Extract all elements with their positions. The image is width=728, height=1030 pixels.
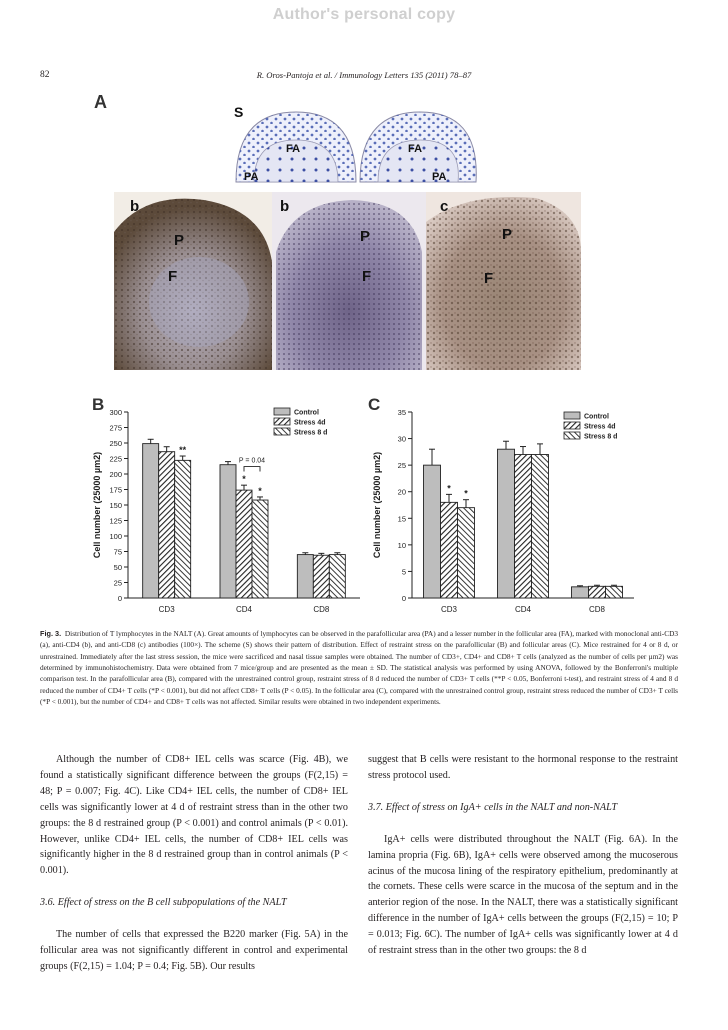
panel-label: B [92,395,105,414]
micrograph-label-b1: b [130,198,140,215]
legend-label: Stress 4d [294,419,326,427]
significance-mark: * [447,483,451,494]
legend-swatch [274,408,290,415]
micrograph-label-c: c [440,198,449,215]
region-p-label-3: P [502,226,513,243]
y-tick-label: 150 [109,501,122,510]
bar [236,490,252,598]
bar [175,460,191,598]
legend-label: Control [584,413,609,421]
scheme-pa-label-1: PA [244,171,259,183]
region-f-label-1: F [168,268,178,285]
bar [606,586,623,598]
bar [572,587,589,598]
bar [532,455,549,598]
region-p-label-2: P [360,228,371,245]
p-bracket [244,467,260,472]
bar [252,500,268,598]
scheme-pa-label-2: PA [432,171,447,183]
bar [441,502,458,598]
y-tick-label: 30 [397,434,406,444]
y-tick-label: 5 [401,567,406,577]
scheme-fa-label-1: FA [286,143,301,155]
bar [424,465,441,598]
legend-label: Stress 8 d [584,433,618,441]
bar [297,555,313,598]
y-tick-label: 25 [113,578,122,588]
y-tick-label: 25 [397,461,406,471]
y-tick-label: 35 [397,408,406,417]
bar [159,452,175,598]
x-tick-label: CD4 [235,605,253,614]
micrograph-label-b2: b [280,198,290,215]
legend-swatch [274,418,290,425]
body-left-column [40,752,348,975]
micrograph-cd8 [426,192,581,370]
significance-mark: * [258,485,262,496]
chart-c [366,394,640,622]
significance-mark: ** [179,445,187,456]
y-tick-label: 75 [113,547,122,557]
running-head: R. Oros-Pantoja et al. / Immunology Letters 135 (2011) 78–87 [256,70,472,80]
bar [220,465,236,598]
paragraph: suggest that B cells were resistant to the hormonal response to the restraint stress protocol used. [368,754,678,781]
watermark: Author's personal copy [272,6,456,23]
significance-mark: * [242,474,246,485]
legend-swatch [564,412,580,419]
significance-mark: * [464,488,468,499]
section-heading-3-6: 3.6. Effect of stress on the B cell subpopulations of the NALT [40,897,287,909]
legend-swatch [274,428,290,435]
micrograph-cd3 [114,192,272,370]
section-heading-3-7: 3.7. Effect of stress on IgA+ cells in the NALT and non-NALT [368,801,618,813]
bar [143,444,159,598]
legend-swatch [564,432,580,439]
scheme-fa-label-2: FA [408,143,423,155]
x-tick-label: CD3 [440,605,458,614]
y-tick-label: 15 [397,514,406,524]
y-tick-label: 200 [109,470,122,479]
y-tick-label: 0 [117,594,122,603]
y-tick-label: 250 [109,439,122,448]
bar [498,449,515,598]
region-f-label-2: F [362,268,372,285]
x-tick-label: CD4 [514,605,532,614]
x-tick-label: CD8 [588,605,606,614]
y-tick-label: 50 [113,563,122,572]
y-axis-label: Cell number (25000 µm2) [92,451,102,559]
y-tick-label: 100 [109,532,122,541]
y-axis-label: Cell number (25000 µm2) [372,451,382,559]
bar [313,555,329,598]
scheme-s-label: S [234,104,244,120]
paragraph: IgA+ cells were distributed throughout the NALT (Fig. 6A). In the lamina propria (Fig. 6B), IgA+ cells were observed among the mucoserous acinus of the mucosa lining of the respiratory epithelium, predominantly at the cornets. These cells were scarce in the mucosa of the septum and in the anterior region of the nose. In the NALT, there was a statistically significant difference in the number of IgA+ cells between the groups (F(2,15) = 10; P = 0.013; Fig. 6C). The number of IgA+ cells was significantly lower at 4 d of restraint stress than in the other two groups: the 8 d [368,833,678,957]
x-tick-label: CD3 [158,605,175,614]
caption-text: Distribution of T lymphocytes in the NALT (A). Great amounts of lymphocytes can be observed in the parafollicular area (PA) and a lesser number in the follicular area (FA), marked with monoclonal anti-CD3 (a), anti-CD4 (b), and anti-CD8 (c) antibodies (100×). The scheme (S) shows their pattern of distribution. Effect of restraint stress on the parafollicular (B) and follicular areas (C). Mice restrained for 4 or 8 d, or unrestrained. Immediately after the last stress session, the mice were sacrificed and nasal tissue samples were obtained. The number of CD3+, CD4+ and CD8+ T cells (analyzed as the number of cells per µm2) was determined by immunohistochemistry. Data were obtained from 7 mice/group and are presented as the mean ± SD. The statistical analysis was performed by using ANOVA, followed by the Bonferroni's multiple comparison test. In the parafollicular area (B), compared with the unrestrained control group, restraint stress of 8 d reduced the number of CD3+ T cells (**P < 0.05, Bonferroni t-test), and restraint stress of 4 and 8 d reduced the number of CD4+ T cells (*P < 0.001), but did not affect CD8+ T cells (P < 0.05). In the follicular area (C), compared with the unrestrained control group, restraint stress reduced the number of CD3+ T cells (*P < 0.001), but the number of CD4+ and CD8+ T cells was not affected. Similar results were obtained in two independent experiments. [40,629,678,707]
y-tick-label: 175 [109,485,122,495]
y-tick-label: 275 [109,423,122,433]
region-f-label-3: F [484,270,494,287]
panel-a-label: A [94,92,107,112]
panel-label: C [368,395,381,414]
paragraph: The number of cells that expressed the B220 marker (Fig. 5A) in the follicular area was not significantly different in control and experimental groups (F(2,15) = 1.04; P = 0.4; Fig. 5B). Our results [40,929,348,972]
y-tick-label: 225 [109,454,122,464]
bar [589,586,606,598]
y-tick-label: 10 [397,540,406,550]
body-right-column [368,752,678,959]
bar [515,455,532,598]
y-tick-label: 300 [109,408,122,417]
y-tick-label: 20 [397,487,406,497]
micrograph-cd4 [272,192,426,370]
figure-caption [40,628,678,707]
legend-swatch [564,422,580,429]
paragraph: Although the number of CD8+ IEL cells was scarce (Fig. 4B), we found a statistically significant difference between the groups (F(2,15) = 48; P = 0.007; Fig. 4C). Like CD4+ IEL cells, the number of CD8+ IEL cells was significantly lower at 4 d of restraint stress than in the other two groups: the 8 d restrained group (P < 0.001) and control animals (P < 0.01). However, unlike CD4+ IEL cells, the number of CD8+ IEL cells was significantly higher in the 8 d restrained group than in control animals (P < 0.001). [40,754,348,877]
legend-label: Stress 4d [584,423,616,431]
caption-label: Fig. 3. [40,629,62,638]
y-tick-label: 125 [109,516,122,526]
p-value-label: P = 0.04 [238,457,266,465]
x-tick-label: CD8 [313,605,330,614]
legend-label: Stress 8 d [294,429,328,437]
legend-label: Control [294,409,319,417]
bar [458,508,475,598]
page-number: 82 [40,70,50,80]
y-tick-label: 0 [401,594,406,603]
region-p-label-1: P [174,232,185,249]
chart-b [88,394,364,622]
bar [329,555,345,598]
